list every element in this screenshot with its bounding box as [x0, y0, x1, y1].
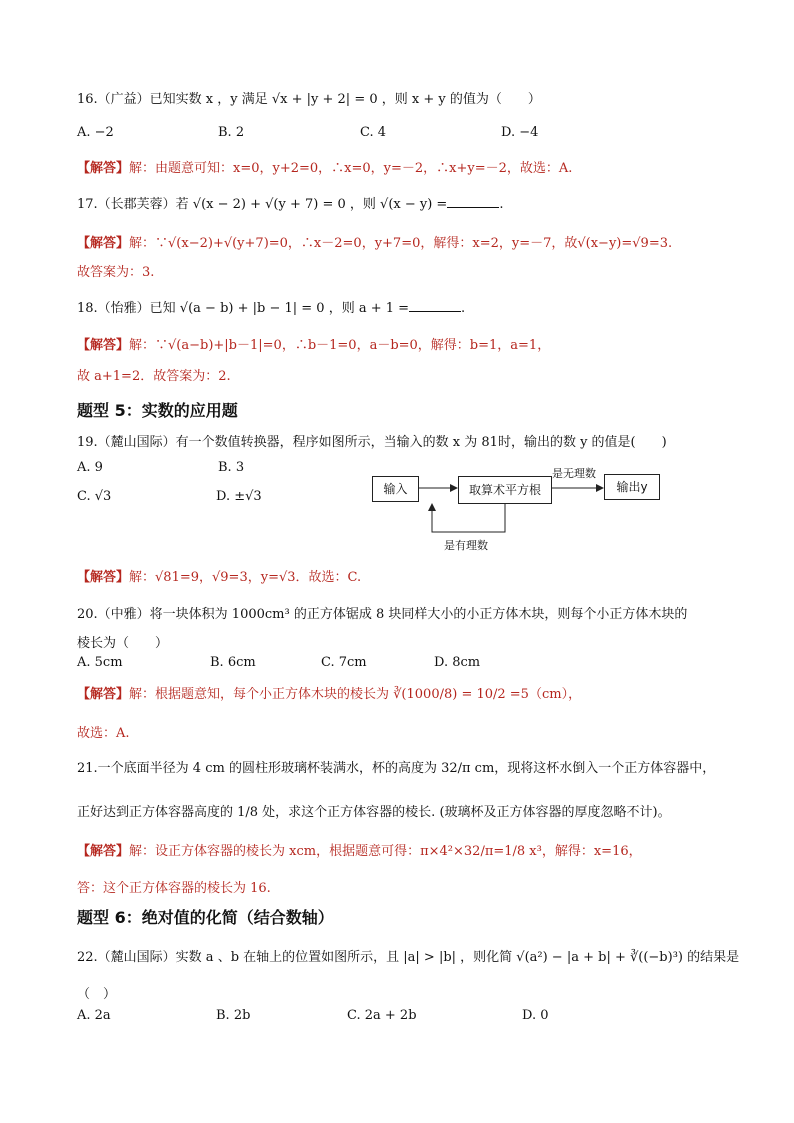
- q20-stem: 20.（中雅）将一块体积为 1000cm³ 的正方体锯成 8 块同样大小的小正方体木块，则每个小正方体木块的: [77, 607, 688, 622]
- q19-option-d: D. ±√3: [216, 489, 262, 504]
- q16-answer: [77, 157, 572, 176]
- answer-text: 解：设正方体容器的棱长为 xcm，根据题意可得：π×4²×32/π=1/8 x³，解得：x=16，: [129, 844, 642, 859]
- q22-option-c: C. 2a + 2b: [347, 1008, 417, 1023]
- q20-option-b: B. 6cm: [210, 655, 256, 670]
- q18-stem-text: 18.（怡雅）已知 √(a − b) + |b − 1| = 0 ，则 a + 1 =: [77, 301, 410, 316]
- q17-stem: 17.（长郡芙蓉）若 √(x − 2) + √(y + 7) = 0 ，则 √(x − y) = .: [77, 197, 504, 212]
- q19-option-c: C. √3: [77, 489, 112, 504]
- input-box: 输入: [372, 476, 419, 502]
- q19-stem: 19.（麓山国际）有一个数值转换器，程序如图所示，当输入的数 x 为 81时，输出的数 y 的值是( ): [77, 435, 667, 450]
- answer-tag: 【解答】: [77, 338, 130, 353]
- arrow-rational-loop: [432, 503, 505, 532]
- q20-answer: [77, 683, 581, 702]
- q21-stem-line2: 正好达到正方体容器高度的 1/8 处，求这个正方体容器的棱长. (玻璃杯及正方体容器的厚度忽略不计)。: [77, 805, 671, 820]
- process-box: 取算术平方根: [458, 476, 552, 504]
- answer-tag: 【解答】: [77, 844, 130, 859]
- label-rational: 是有理数: [444, 539, 488, 552]
- answer-text: 解：由题意可知：x=0，y+2=0，∴x=0，y=－2，∴x+y=－2，故选：A.: [129, 161, 573, 176]
- q21-stem: 21.一个底面半径为 4 cm 的圆柱形玻璃杯装满水，杯的高度为 32/π cm，现将这杯水倒入一个正方体容器中，: [77, 761, 716, 776]
- q16-option-a: A. −2: [77, 125, 114, 140]
- q19-answer: [77, 566, 361, 585]
- answer-tag: 【解答】: [77, 570, 130, 585]
- flow-diagram: [360, 460, 670, 555]
- q22-stem-line2: （ ）: [77, 987, 117, 1002]
- section-5-title: 题型 5：实数的应用题: [77, 401, 238, 420]
- q21-answer-line2: 答：这个正方体容器的棱长为 16.: [77, 881, 271, 896]
- section-6-title: 题型 6：绝对值的化简（结合数轴）: [77, 908, 334, 927]
- q18-answer: [77, 334, 550, 353]
- q22-option-d: D. 0: [522, 1008, 549, 1023]
- q19-option-b: B. 3: [218, 460, 245, 475]
- q20-option-a: A. 5cm: [77, 655, 123, 670]
- q20-option-d: D. 8cm: [434, 655, 481, 670]
- answer-text: 解：根据题意知，每个小正方体木块的棱长为 ∛(1000/8) = 10/2 =5（cm），: [129, 687, 582, 702]
- q17-stem-text: 17.（长郡芙蓉）若 √(x − 2) + √(y + 7) = 0 ，则 √(x − y) =: [77, 197, 448, 212]
- answer-text: 解：∵√(x−2)+√(y+7)=0，∴x－2=0，y+7=0，解得：x=2，y=－7，故√(x−y)=√9=3.: [129, 236, 673, 251]
- q17-answer: [77, 232, 672, 251]
- q18-answer-line2: 故 a+1=2．故答案为：2.: [77, 369, 231, 384]
- answer-blank: [447, 195, 499, 208]
- answer-tag: 【解答】: [77, 161, 130, 176]
- q20-stem-line2: 棱长为（ ）: [77, 636, 169, 651]
- label-irrational: 是无理数: [552, 467, 596, 480]
- answer-text: 解：√81=9，√9=3，y=√3．故选：C.: [129, 570, 362, 585]
- answer-text: 解：∵√(a−b)+|b－1|=0，∴b－1=0，a－b=0，解得：b=1，a=1，: [129, 338, 551, 353]
- q16-option-d: D. −4: [501, 125, 539, 140]
- q20-answer-line2: 故选：A.: [77, 726, 130, 741]
- output-box: 输出y: [604, 474, 660, 500]
- q19-option-a: A. 9: [77, 460, 103, 475]
- q21-answer: [77, 840, 642, 859]
- answer-tag: 【解答】: [77, 236, 130, 251]
- q16-option-c: C. 4: [360, 125, 387, 140]
- q22-stem: 22.（麓山国际）实数 a 、b 在轴上的位置如图所示，且 |a| > |b| ，则化简 √(a²) − |a + b| + ∛((−b)³) 的结果是: [77, 950, 740, 965]
- q18-stem: 18.（怡雅）已知 √(a − b) + |b − 1| = 0 ，则 a + 1 = .: [77, 301, 466, 316]
- q22-option-a: A. 2a: [77, 1008, 111, 1023]
- q16-stem: 16.（广益）已知实数 x ，y 满足 √x + |y + 2| = 0 ，则 x + y 的值为（ ）: [77, 92, 541, 107]
- answer-tag: 【解答】: [77, 687, 130, 702]
- answer-blank: [409, 299, 461, 312]
- q17-answer-line2: 故答案为：3.: [77, 265, 155, 280]
- q22-option-b: B. 2b: [216, 1008, 251, 1023]
- q20-option-c: C. 7cm: [321, 655, 367, 670]
- q16-option-b: B. 2: [218, 125, 245, 140]
